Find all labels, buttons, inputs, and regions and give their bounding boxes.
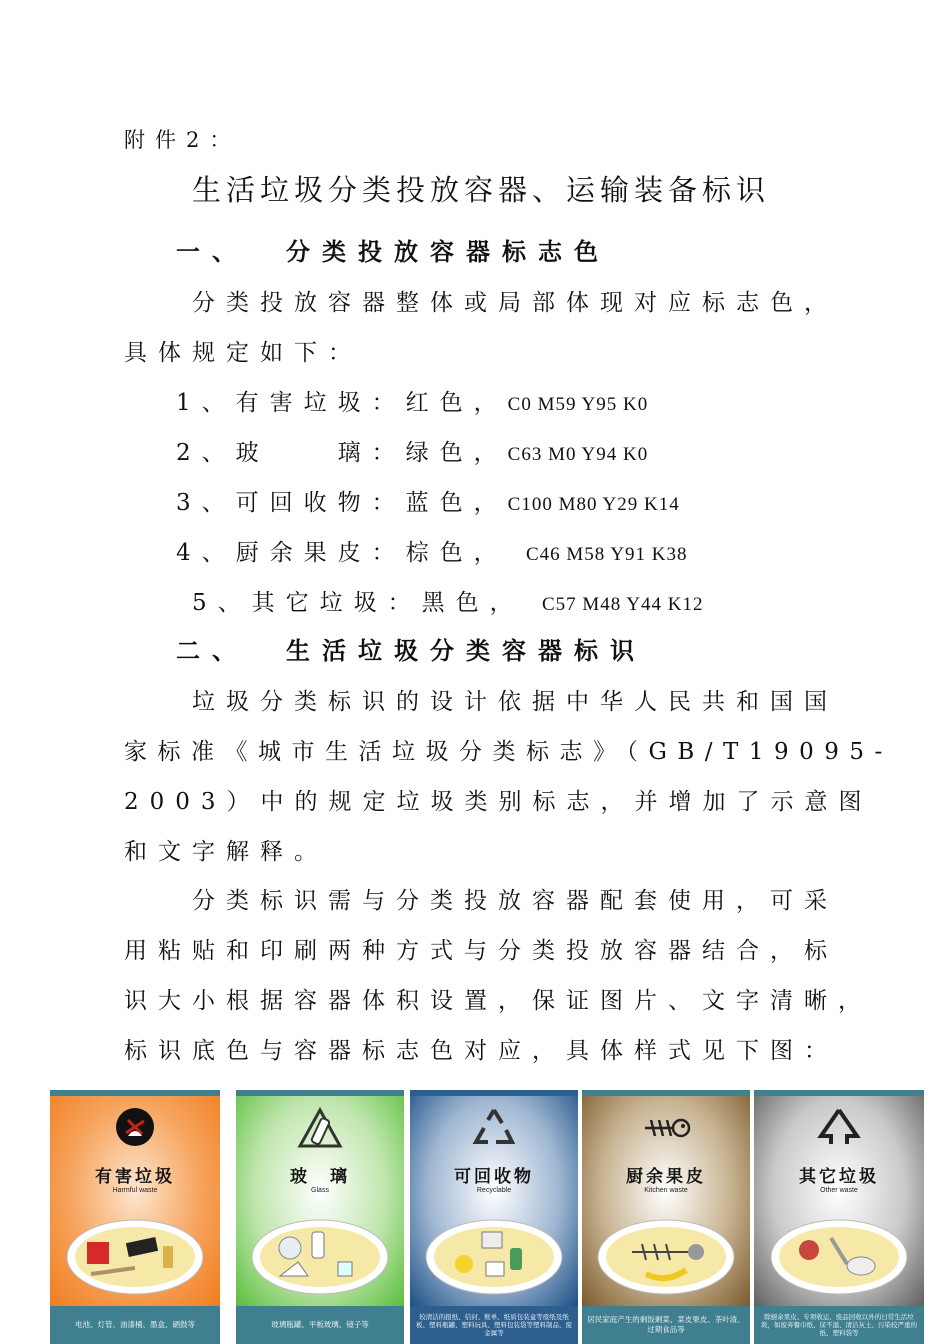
recycle-icon [472,1106,516,1148]
color-item-2 [176,434,648,467]
sign-other [754,1090,924,1344]
other-waste-icon [817,1106,861,1148]
sign-subtitle: Harmful waste [112,1187,158,1194]
sign-description: 较清洁的报纸、信封、账单、纸质包装盒等废纸及纸板、塑料瓶罐、塑料玩具、塑料包装袋等塑料制品，废金属等 [410,1306,578,1344]
para1-line-3: 2003）中的规定垃圾类别标志，并增加了示意图 [124,789,873,815]
sign-glass [236,1090,404,1344]
color-item-color: 黑色， [421,590,524,616]
sign-title: 可回收物 [454,1167,534,1187]
annex-label: 附件2： [124,128,241,152]
color-item-color: 棕色， [405,540,508,566]
color-item-3 [176,484,680,517]
section-1-number: 一、 [176,238,248,266]
sign-description: 玻璃瓶罐、平板玻璃、镜子等 [236,1306,404,1344]
plate-illustration [250,1218,390,1296]
color-item-cmyk: C100 M80 Y29 K14 [507,494,680,515]
glass-icon [296,1106,344,1152]
color-item-color: 绿色， [405,440,508,466]
color-item-4 [176,534,688,567]
harmful-icon [114,1106,156,1148]
sign-title: 其它垃圾 [799,1167,879,1187]
para1-line-4: 和文字解释。 [124,839,328,865]
sign-subtitle: Kitchen waste [644,1187,688,1194]
sign-subtitle: Recyclable [476,1187,512,1194]
section-2-heading [176,631,646,666]
color-item-color: 蓝色， [405,490,508,516]
section-1-heading [176,232,610,267]
plate-illustration [769,1218,909,1296]
sign-recyclable [410,1090,578,1344]
sign-title: 厨余果皮 [626,1167,706,1187]
color-item-num: 1、 [176,390,236,416]
fish-bone-icon [641,1106,691,1148]
color-item-cmyk: C57 M48 Y44 K12 [541,594,704,615]
page-title: 生活垃圾分类投放容器、运输装备标识 [192,173,771,207]
sign-kitchen [582,1090,750,1344]
plate-illustration [596,1218,736,1296]
sign-description: 居民家庭产生的剩饭剩菜、菜皮果皮、茶叶渣、过期食品等 [582,1306,750,1344]
para2-line-2: 用粘贴和印刷两种方式与分类投放容器结合，标 [124,938,838,964]
sign-description: 电池、灯管、油漆桶、墨盒、硒鼓等 [50,1306,220,1344]
section-2-number: 二、 [176,637,248,665]
plate-illustration [65,1218,205,1296]
section-2-title: 生活垃圾分类容器标识 [286,637,646,665]
sign-description: 除厨余果皮、专项收运、废品回收以外的日常生活垃圾，如废弃餐巾纸、尿不湿、清洁灰土、污染较严重的纸、塑料袋等 [754,1306,924,1344]
sign-subtitle: Glass [311,1187,329,1194]
color-item-num: 4、 [176,540,236,566]
intro-line-2: 具体规定如下： [124,340,362,366]
color-item-1 [176,384,648,417]
color-item-num: 3、 [176,490,236,516]
para1-line-2: 家标准《城市生活垃圾分类标志》（GB/T19095- [124,739,893,765]
para2-line-3: 识大小根据容器体积设置，保证图片、文字清晰， [124,988,872,1014]
color-item-name: 可回收物： [235,490,406,516]
sign-title: 玻 璃 [290,1167,350,1187]
color-item-name: 有害垃圾： [235,390,406,416]
color-item-num: 5、 [192,590,252,616]
intro-line-1: 分类投放容器整体或局部体现对应标志色， [192,290,838,316]
color-item-name: 其它垃圾： [251,590,422,616]
color-item-cmyk: C0 M59 Y95 K0 [507,394,649,415]
color-item-color: 红色， [405,390,508,416]
sign-title: 有害垃圾 [95,1167,175,1187]
plate-illustration [424,1218,564,1296]
color-item-name: 玻 璃： [235,440,406,466]
para1-line-1: 垃圾分类标识的设计依据中华人民共和国国 [192,689,838,715]
section-1-title: 分类投放容器标志色 [286,238,610,266]
color-item-name: 厨余果皮： [235,540,406,566]
color-item-5 [192,584,704,617]
sign-harmful [50,1090,220,1344]
color-item-cmyk: C46 M58 Y91 K38 [525,544,688,565]
sign-subtitle: Other waste [820,1187,858,1194]
sorting-signs [50,1090,924,1344]
color-item-num: 2、 [176,440,236,466]
para2-line-1: 分类标识需与分类投放容器配套使用，可采 [192,888,838,914]
para2-line-4: 标识底色与容器标志色对应，具体样式见下图： [124,1038,838,1064]
color-item-cmyk: C63 M0 Y94 K0 [507,444,649,465]
